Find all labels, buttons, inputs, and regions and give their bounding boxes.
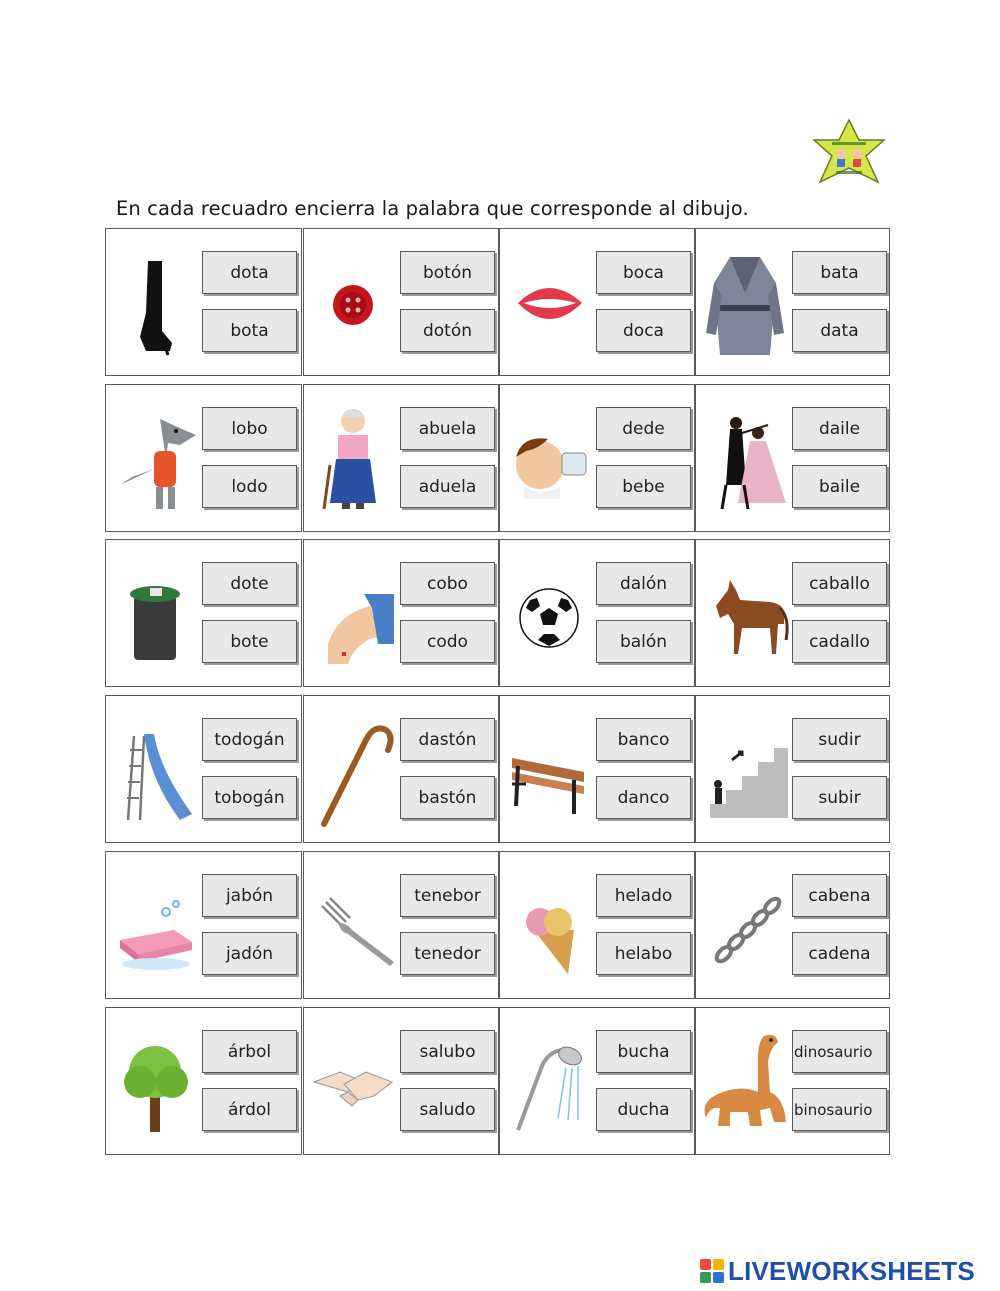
word-card bbox=[105, 228, 302, 376]
word-option[interactable]: subir bbox=[792, 776, 887, 819]
word-option[interactable]: bota bbox=[202, 309, 297, 352]
horse-icon bbox=[700, 554, 790, 672]
word-option[interactable]: jadón bbox=[202, 932, 297, 975]
word-option[interactable]: cadallo bbox=[792, 620, 887, 663]
word-card bbox=[499, 851, 695, 999]
word-option[interactable]: bebe bbox=[596, 465, 691, 508]
word-option[interactable]: árbol bbox=[202, 1030, 297, 1073]
word-card bbox=[499, 1007, 695, 1155]
star-logo-icon bbox=[808, 118, 890, 196]
shower-icon bbox=[504, 1022, 594, 1140]
word-option[interactable]: tenebor bbox=[400, 874, 495, 917]
word-card bbox=[695, 695, 890, 843]
word-option[interactable]: caballo bbox=[792, 562, 887, 605]
word-option[interactable]: saludo bbox=[400, 1088, 495, 1131]
word-card bbox=[303, 228, 499, 376]
grandma-icon bbox=[308, 399, 398, 517]
word-option[interactable]: lobo bbox=[202, 407, 297, 450]
word-option[interactable]: todogán bbox=[202, 718, 297, 761]
word-card bbox=[499, 539, 695, 687]
word-card bbox=[303, 1007, 499, 1155]
word-card bbox=[303, 851, 499, 999]
word-card bbox=[303, 539, 499, 687]
word-option[interactable]: cadena bbox=[792, 932, 887, 975]
button-icon bbox=[308, 243, 398, 361]
word-option[interactable]: balón bbox=[596, 620, 691, 663]
word-card bbox=[695, 228, 890, 376]
word-option[interactable]: danco bbox=[596, 776, 691, 819]
word-option[interactable]: árdol bbox=[202, 1088, 297, 1131]
word-option[interactable]: dastón bbox=[400, 718, 495, 761]
word-option[interactable]: dede bbox=[596, 407, 691, 450]
word-card bbox=[695, 384, 890, 532]
boot-icon bbox=[110, 243, 200, 361]
word-option[interactable]: doca bbox=[596, 309, 691, 352]
word-option[interactable]: dota bbox=[202, 251, 297, 294]
word-option[interactable]: dalón bbox=[596, 562, 691, 605]
word-option[interactable]: baile bbox=[792, 465, 887, 508]
word-option[interactable]: jabón bbox=[202, 874, 297, 917]
word-option[interactable]: banco bbox=[596, 718, 691, 761]
word-card bbox=[303, 384, 499, 532]
word-card bbox=[105, 539, 302, 687]
cane-icon bbox=[308, 710, 398, 828]
brand-name: LIVEWORKSHEETS bbox=[728, 1255, 975, 1286]
instruction-text: En cada recuadro encierra la palabra que corresponde al dibujo. bbox=[116, 197, 749, 220]
word-option[interactable]: botón bbox=[400, 251, 495, 294]
word-option[interactable]: dotón bbox=[400, 309, 495, 352]
word-card bbox=[105, 384, 302, 532]
word-option[interactable]: helabo bbox=[596, 932, 691, 975]
word-card bbox=[105, 695, 302, 843]
word-option[interactable]: tenedor bbox=[400, 932, 495, 975]
liveworksheets-logo-icon bbox=[700, 1259, 724, 1283]
word-option[interactable]: daile bbox=[792, 407, 887, 450]
word-option[interactable]: cabena bbox=[792, 874, 887, 917]
word-option[interactable]: codo bbox=[400, 620, 495, 663]
word-card bbox=[105, 1007, 302, 1155]
soap-icon bbox=[110, 866, 200, 984]
handshake-icon bbox=[308, 1022, 398, 1140]
word-option[interactable]: salubo bbox=[400, 1030, 495, 1073]
word-option[interactable]: cobo bbox=[400, 562, 495, 605]
word-option[interactable]: dote bbox=[202, 562, 297, 605]
mouth-icon bbox=[504, 243, 594, 361]
word-option[interactable]: binosaurio bbox=[792, 1088, 887, 1131]
word-option[interactable]: bote bbox=[202, 620, 297, 663]
word-option[interactable]: boca bbox=[596, 251, 691, 294]
worksheet-grid bbox=[105, 228, 891, 1156]
stairs-icon bbox=[700, 710, 790, 828]
word-option[interactable]: tobogán bbox=[202, 776, 297, 819]
word-option[interactable]: lodo bbox=[202, 465, 297, 508]
word-card bbox=[695, 1007, 890, 1155]
word-option[interactable]: dinosaurio bbox=[792, 1030, 887, 1073]
tree-icon bbox=[110, 1022, 200, 1140]
chain-icon bbox=[700, 866, 790, 984]
word-option[interactable]: helado bbox=[596, 874, 691, 917]
dinosaur-icon bbox=[700, 1022, 790, 1140]
word-option[interactable]: bucha bbox=[596, 1030, 691, 1073]
slide-icon bbox=[110, 710, 200, 828]
word-option[interactable]: aduela bbox=[400, 465, 495, 508]
word-card bbox=[499, 384, 695, 532]
bench-icon bbox=[504, 710, 594, 828]
brand-footer bbox=[700, 1256, 975, 1286]
word-option[interactable]: abuela bbox=[400, 407, 495, 450]
word-option[interactable]: data bbox=[792, 309, 887, 352]
word-option[interactable]: ducha bbox=[596, 1088, 691, 1131]
word-card bbox=[499, 695, 695, 843]
ice-cream-icon bbox=[504, 866, 594, 984]
dancers-icon bbox=[700, 399, 790, 517]
elbow-icon bbox=[308, 554, 398, 672]
soccer-ball-icon bbox=[504, 554, 594, 672]
robe-icon bbox=[700, 243, 790, 361]
word-card bbox=[499, 228, 695, 376]
word-option[interactable]: bata bbox=[792, 251, 887, 294]
drinking-boy-icon bbox=[504, 399, 594, 517]
word-card bbox=[695, 851, 890, 999]
wolf-icon bbox=[110, 399, 200, 517]
word-option[interactable]: sudir bbox=[792, 718, 887, 761]
trash-can-icon bbox=[110, 554, 200, 672]
word-card bbox=[303, 695, 499, 843]
word-option[interactable]: bastón bbox=[400, 776, 495, 819]
word-card bbox=[695, 539, 890, 687]
word-card bbox=[105, 851, 302, 999]
fork-icon bbox=[308, 866, 398, 984]
